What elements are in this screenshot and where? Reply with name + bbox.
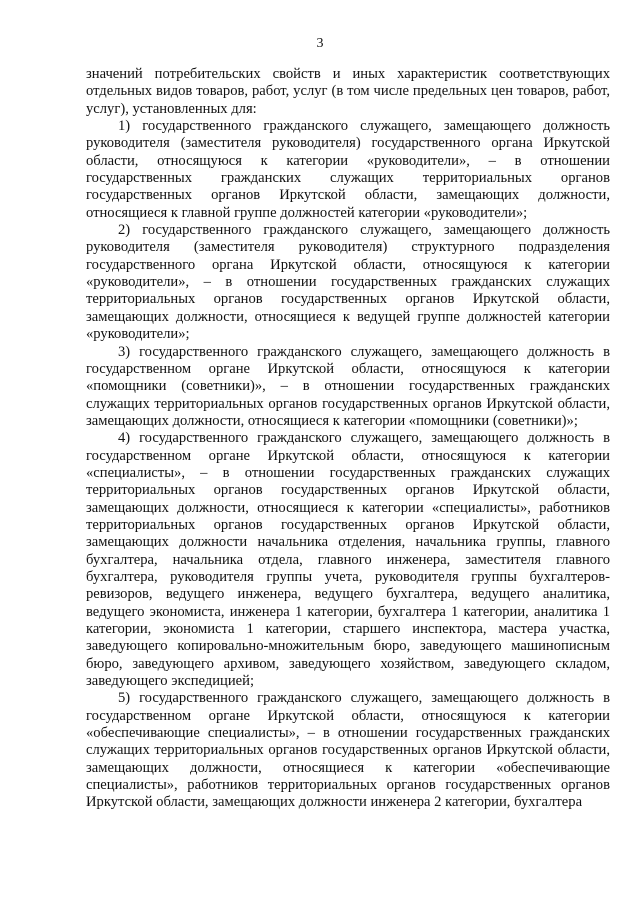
paragraph-item-1: 1) государственного гражданского служащего, замещающего должность руководителя (заместителя руководителя) государственного органа Иркутской области, относящуюся к категории «руководители», – в отношении государственных гражданских служащих территориальных органов государственных органов Иркутской области, замещающих должности, относящиеся к главной группе должностей категории «руководители»; — [86, 118, 610, 221]
paragraph-item-2: 2) государственного гражданского служащего, замещающего должность руководителя (заместителя руководителя) структурного подразделения государственного органа Иркутской области, относящуюся к категории «руководители», – в отношении государственных гражданских служащих территориальных органов государственных органов Иркутской области, замещающих должности, относящиеся к ведущей группе должностей категории «руководители»; — [86, 222, 610, 343]
paragraph-item-3: 3) государственного гражданского служащего, замещающего должность в государственном органе Иркутской области, относящуюся к категории «помощники (советники)», – в отношении государственных гражданских служащих территориальных органов государственных органов Иркутской области, замещающих должности, относящиеся к категории «помощники (советники)»; — [86, 343, 610, 429]
page-number: 3 — [316, 36, 324, 51]
paragraph-item-4: 4) государственного гражданского служащего, замещающего должность в государственном органе Иркутской области, относящуюся к категории «специалисты», – в отношении государственных гражданских служащих территориальных органов государственных органов Иркутской области, замещающих должности, относящиеся к категории «специалисты», работников территориальных органов государственных органов Иркутской области, замещающих должности начальника отделения, начальника группы, главного бухгалтера, начальника отдела, главного инженера, заместителя главного бухгалтера, руководителя группы учета, руководителя группы бухгалтеров-ревизоров, ведущего инженера, ведущего бухгалтера, ведущего аналитика, ведущего экономиста, инженера 1 категории, бухгалтера 1 категории, аналитика 1 категории, экономиста 1 категории, старшего инспектора, мастера участка, заведующего копировально-множительным бюро, заведующего машинописным бюро, заведующего архивом, заведующего хозяйством, заведующего складом, заведующего экспедицией; — [86, 430, 610, 690]
paragraph-item-5: 5) государственного гражданского служащего, замещающего должность в государственном органе Иркутской области, относящуюся к категории «обеспечивающие специалисты», – в отношении государственных гражданских служащих территориальных органов государственных органов Иркутской области, замещающих должности, относящиеся к категории «обеспечивающие специалисты», работников территориальных органов государственных органов Иркутской области, замещающих должности инженера 2 категории, бухгалтера — [86, 690, 610, 811]
document-body — [86, 66, 610, 812]
paragraph-intro: значений потребительских свойств и иных характеристик соответствующих отдельных видов товаров, работ, услуг (в том числе предельных цен товаров, работ, услуг), установленных для: — [86, 66, 610, 117]
